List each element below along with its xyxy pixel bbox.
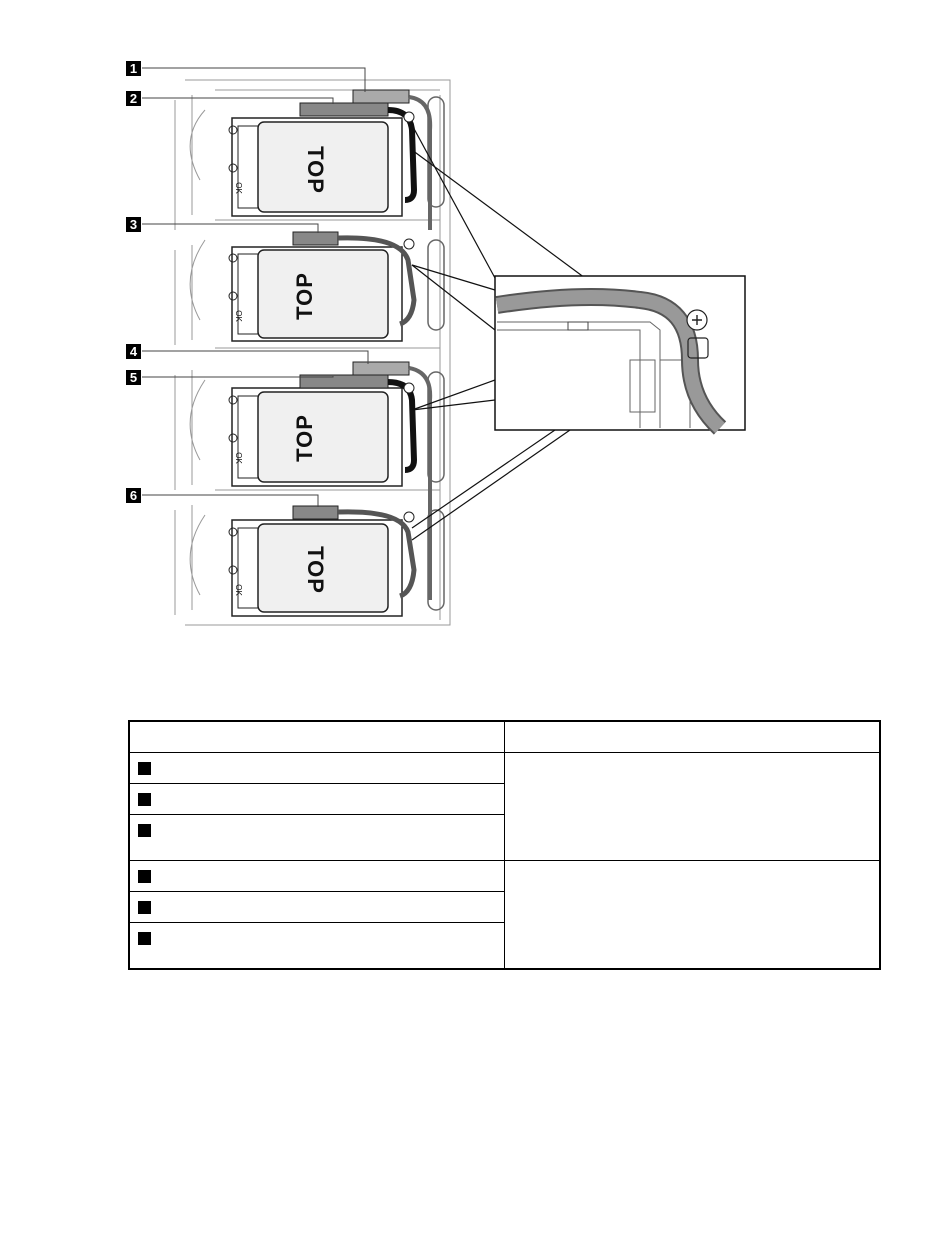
legend-row-4 (129, 861, 505, 892)
legend-header-right (505, 721, 881, 753)
legend-table (128, 720, 881, 970)
callout-5 (126, 370, 141, 385)
drive-top-label: TOP (303, 146, 328, 194)
legend-header-left (129, 721, 505, 753)
port-label: OK (234, 182, 243, 194)
svg-text:3: 3 (129, 217, 138, 232)
drive-2 (229, 232, 414, 341)
drive-top-label: TOP (292, 272, 317, 320)
drive-4 (229, 506, 414, 616)
detail-view (495, 276, 745, 430)
drive-top-label: TOP (292, 414, 317, 462)
port-label: OK (234, 310, 243, 322)
port-label: OK (234, 452, 243, 464)
callout-badge-icon (138, 870, 151, 883)
legend-row-6 (129, 923, 505, 970)
drive-1 (229, 90, 430, 230)
callout-badge-icon (138, 824, 151, 837)
callout-4 (126, 344, 141, 359)
callout-badge-icon (138, 932, 151, 945)
legend-merged-cell-top (505, 753, 881, 861)
port-label: OK (234, 584, 243, 596)
legend-row-2 (129, 784, 505, 815)
svg-text:6: 6 (129, 488, 138, 503)
svg-text:5: 5 (129, 370, 138, 385)
callout-badge-icon (138, 762, 151, 775)
drive-top-label: TOP (303, 546, 328, 594)
svg-text:4: 4 (129, 344, 138, 359)
svg-text:1: 1 (129, 61, 138, 76)
legend-merged-cell-bottom (505, 861, 881, 970)
legend-row-3 (129, 815, 505, 861)
callout-2 (126, 91, 141, 106)
callout-3 (126, 217, 141, 232)
callout-badge-icon (138, 793, 151, 806)
legend-row-1 (129, 753, 505, 784)
callout-badge-icon (138, 901, 151, 914)
callout-6 (126, 488, 141, 503)
callout-1 (126, 61, 141, 76)
svg-text:2: 2 (129, 91, 138, 106)
legend-row-5 (129, 892, 505, 923)
